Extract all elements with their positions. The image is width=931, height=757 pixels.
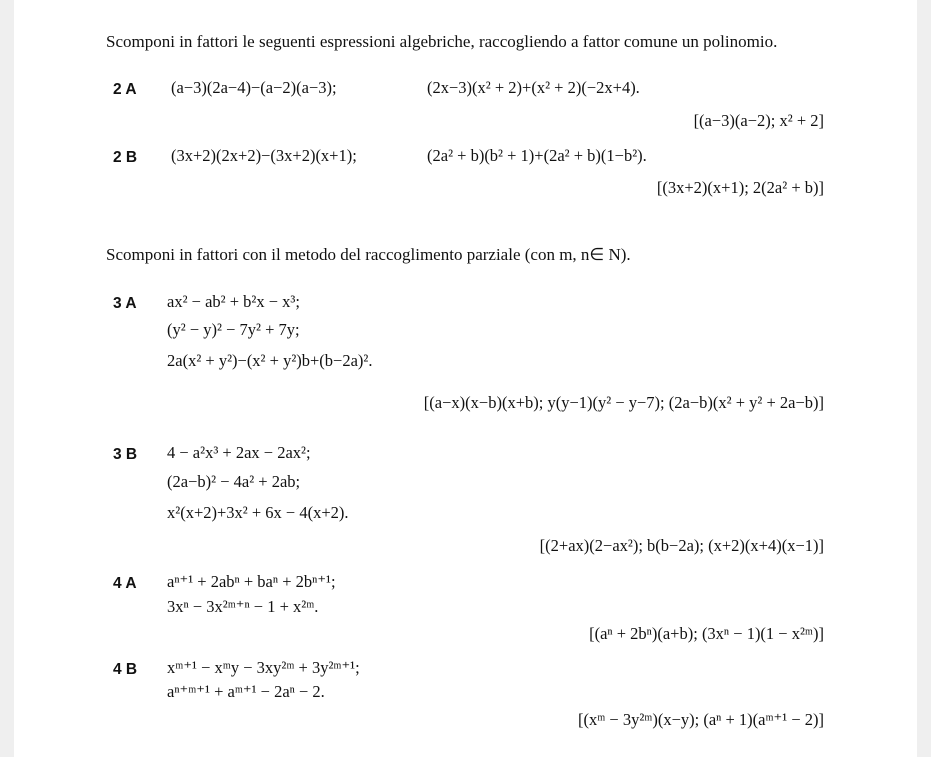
exercise-2b-item-2: (2a² + b)(b² + 1)+(2a² + b)(1−b²). xyxy=(427,146,647,165)
exercise-4b-item-2: aⁿ⁺ᵐ⁺¹ + aᵐ⁺¹ − 2aⁿ − 2. xyxy=(167,682,325,701)
page xyxy=(14,0,917,757)
exercise-4b-item-1: xᵐ⁺¹ − xᵐy − 3xy²ᵐ + 3y²ᵐ⁺¹; xyxy=(167,658,360,677)
exercise-3b-item-3: x²(x+2)+3x² + 6x − 4(x+2). xyxy=(167,503,349,522)
exercise-label-3a: 3 A xyxy=(113,295,137,312)
exercise-4a-answer: [(aⁿ + 2bⁿ)(a+b); (3xⁿ − 1)(1 − x²ᵐ)] xyxy=(589,624,824,643)
exercise-4a-item-2: 3xⁿ − 3x²ᵐ⁺ⁿ − 1 + x²ᵐ. xyxy=(167,597,319,616)
exercise-2a-item-2: (2x−3)(x² + 2)+(x² + 2)(−2x+4). xyxy=(427,78,640,97)
exercise-label-2b: 2 B xyxy=(113,149,138,166)
header-instructions-1: Scomponi in fattori le seguenti espressioni algebriche, raccogliendo a fattor comune un polinomio. xyxy=(106,32,778,51)
exercise-2b-item-1: (3x+2)(2x+2)−(3x+2)(x+1); xyxy=(171,146,357,165)
exercise-2b-answer: [(3x+2)(x+1); 2(2a² + b)] xyxy=(656,178,824,197)
exercise-3b-answer: [(2+ax)(2−ax²); b(b−2a); (x+2)(x+4)(x−1)] xyxy=(539,536,824,555)
exercise-label-4a: 4 A xyxy=(113,575,137,592)
header-instructions-2: Scomponi in fattori con il metodo del raccoglimento parziale (con m, n∈ N). xyxy=(106,245,631,264)
exercise-3b-item-1: 4 − a²x³ + 2ax − 2ax²; xyxy=(167,443,311,462)
exercise-2a-item-1: (a−3)(2a−4)−(a−2)(a−3); xyxy=(171,78,337,97)
exercise-4b-answer: [(xᵐ − 3y²ᵐ)(x−y); (aⁿ + 1)(aᵐ⁺¹ − 2)] xyxy=(577,710,824,729)
exercise-3a-item-2: (y² − y)² − 7y² + 7y; xyxy=(167,320,300,339)
exercise-label-2a: 2 A xyxy=(113,81,137,98)
exercise-2a-answer: [(a−3)(a−2); x² + 2] xyxy=(693,111,824,130)
exercise-3a-item-3: 2a(x² + y²)−(x² + y²)b+(b−2a)². xyxy=(167,351,373,370)
exercise-4a-item-1: aⁿ⁺¹ + 2abⁿ + baⁿ + 2bⁿ⁺¹; xyxy=(167,572,336,591)
exercise-3b-item-2: (2a−b)² − 4a² + 2ab; xyxy=(167,472,301,491)
exercise-3a-item-1: ax² − ab² + b²x − x³; xyxy=(167,292,300,311)
exercise-label-3b: 3 B xyxy=(113,446,138,463)
exercise-label-4b: 4 B xyxy=(113,661,138,678)
exercise-3a-answer: [(a−x)(x−b)(x+b); y(y−1)(y² − y−7); (2a−b)(x² + y² + 2a−b)] xyxy=(423,393,824,412)
